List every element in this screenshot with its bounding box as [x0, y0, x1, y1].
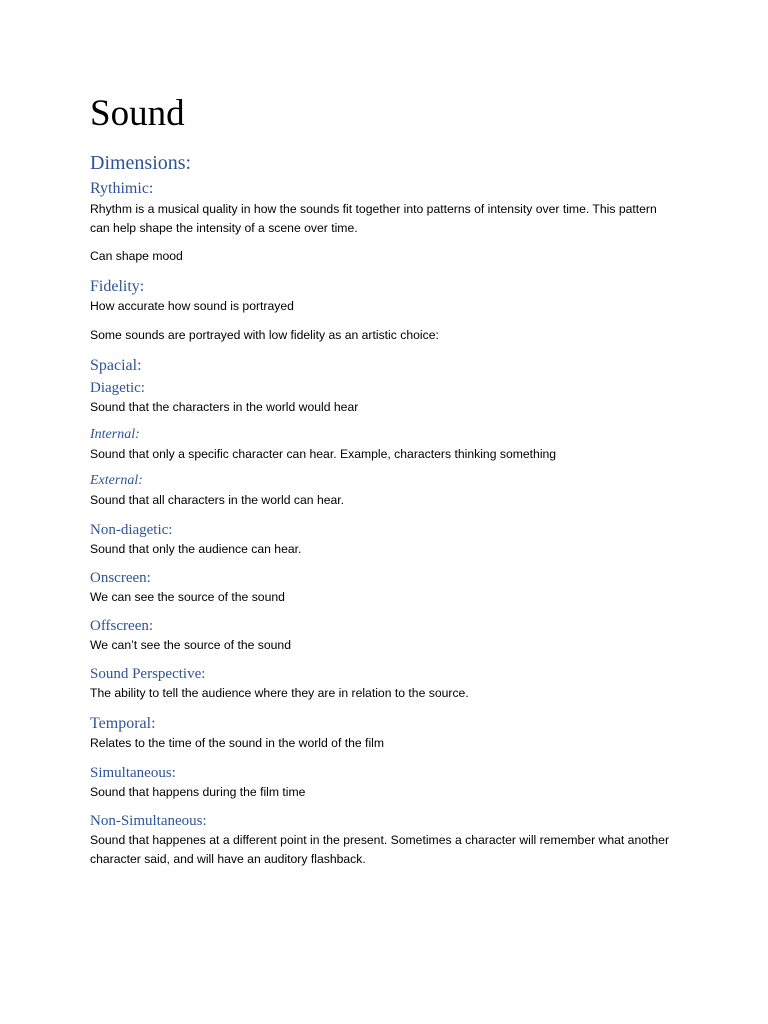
- diagetic-heading: Diagetic:: [90, 380, 145, 396]
- external-heading: External:: [90, 473, 143, 488]
- onscreen-heading: Onscreen:: [90, 570, 151, 586]
- document-title: Sound: [90, 93, 185, 134]
- temporal-text: Relates to the time of the sound in the world of the film: [90, 736, 385, 750]
- sound-perspective-text: The ability to tell the audience where they are in relation to the source.: [90, 686, 469, 700]
- non-diagetic-heading: Non-diagetic:: [90, 522, 173, 538]
- onscreen-text: We can see the source of the sound: [90, 590, 285, 604]
- diagetic-text: Sound that the characters in the world would hear: [90, 400, 359, 414]
- offscreen-heading: Offscreen:: [90, 618, 154, 634]
- dimensions-heading: Dimensions:: [90, 152, 192, 174]
- fidelity-artistic-paragraph: Some sounds are portrayed with low fidelity as an artistic choice:: [90, 328, 439, 342]
- non-simultaneous-text: Sound that happenes at a different point in the present. Sometimes a character will remember what another character said, and will have an auditory flashback.: [90, 833, 670, 866]
- temporal-heading: Temporal:: [90, 715, 156, 732]
- fidelity-paragraph: How accurate how sound is portrayed: [90, 299, 294, 313]
- simultaneous-text: Sound that happens during the film time: [90, 785, 306, 799]
- non-simultaneous-heading: Non-Simultaneous:: [90, 813, 207, 829]
- non-diagetic-text: Sound that only the audience can hear.: [90, 542, 302, 556]
- external-text: Sound that all characters in the world can hear.: [90, 493, 345, 507]
- internal-heading: Internal:: [90, 427, 140, 442]
- rhythmic-mood-paragraph: Can shape mood: [90, 249, 183, 263]
- rhythmic-paragraph: Rhythm is a musical quality in how the sounds fit together into patterns of intensity over time. This pattern can help shape the intensity of a scene over time.: [90, 202, 657, 235]
- spacial-heading: Spacial:: [90, 357, 142, 374]
- offscreen-text: We can’t see the source of the sound: [90, 638, 291, 652]
- simultaneous-heading: Simultaneous:: [90, 765, 176, 781]
- sound-perspective-heading: Sound Perspective:: [90, 666, 206, 682]
- rhythmic-heading: Rythimic:: [90, 180, 154, 197]
- internal-text: Sound that only a specific character can hear. Example, characters thinking something: [90, 447, 557, 461]
- fidelity-heading: Fidelity:: [90, 278, 145, 295]
